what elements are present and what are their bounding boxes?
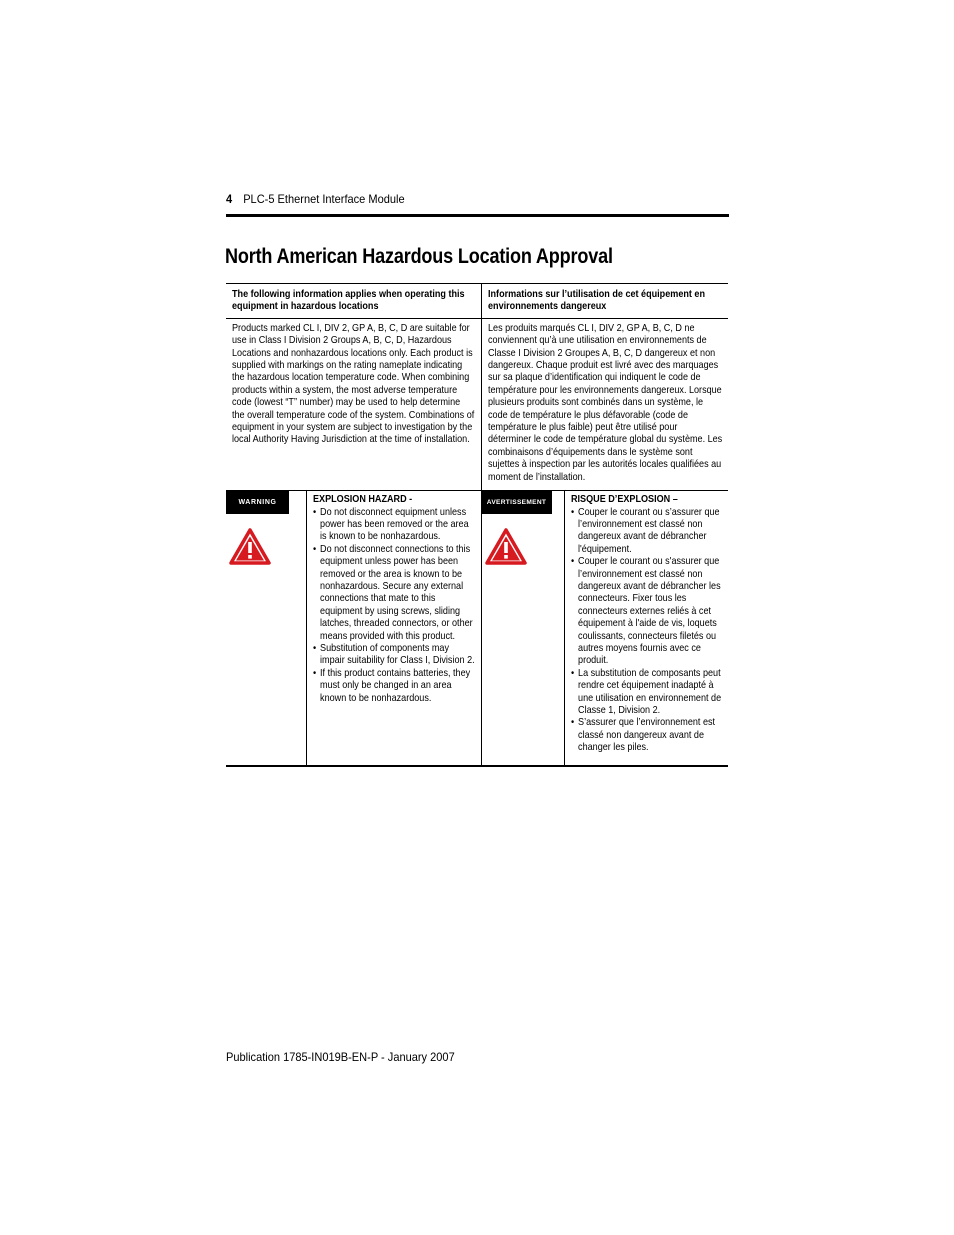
warning-triangle-icon bbox=[229, 528, 271, 565]
body-french: Les produits marqués CL I, DIV 2, GP A, B, C, D ne conviennent qu’à une utilisation en environnements de Classe I Division 2 Groupes A, B, C, D dangereux et non dangereux. Chaque produit est livré avec des marquages sur sa plaque d’identification qui indiquent le code de température pour les environnements dangereux. Lorsque plusieurs produits sont combinés dans un système, le code de température le plus défavorable (code de température le plus faible) peut être utilisé pour déterminer le code de température global du système. Les combinaisons d’équipements dans le système sont sujettes à inspection par les autorités locales qualifiées au moment de l’installation. bbox=[487, 322, 722, 483]
table-header-row bbox=[226, 284, 728, 319]
warning-list-english bbox=[313, 507, 475, 706]
running-title: PLC-5 Ethernet Interface Module bbox=[243, 192, 405, 206]
header-french: Informations sur l’utilisation de cet équipement en environnements dangereux bbox=[487, 289, 705, 313]
table-body-row bbox=[226, 318, 728, 490]
warning-triangle-icon bbox=[485, 528, 527, 565]
page-number: 4 bbox=[226, 192, 233, 206]
explosion-hazard-title: EXPLOSION HAZARD - bbox=[312, 494, 412, 506]
list-item: • Do not disconnect connections to this equipment unless power has been removed or the area is known to be nonhazardous. Secure any external connections that mate to this equipment by using screws, sliding latches, threaded connectors, or other means provided with this product. bbox=[313, 544, 475, 643]
warning-list-french bbox=[571, 507, 722, 755]
warning-badge-cell bbox=[226, 491, 306, 766]
list-item: • Substitution of components may impair suitability for Class I, Division 2. bbox=[313, 643, 475, 668]
list-item: • La substitution de composants peut rendre cet équipement inadapté à une utilisation en environnement de Classe 1, Division 2. bbox=[571, 668, 722, 718]
hazard-info-table bbox=[226, 283, 728, 767]
header-english: The following information applies when operating this equipment in hazardous locations bbox=[232, 289, 465, 313]
header-rule bbox=[226, 214, 729, 217]
section-title: North American Hazardous Location Approval bbox=[225, 245, 613, 268]
list-item: • S’assurer que l’environnement est classé non dangereux avant de changer les piles. bbox=[571, 717, 722, 754]
avertissement-badge-cell bbox=[481, 491, 564, 766]
risque-explosion-title: RISQUE D’EXPLOSION – bbox=[570, 494, 678, 506]
warning-row bbox=[226, 491, 728, 766]
warning-badge: WARNING bbox=[226, 491, 289, 514]
avertissement-badge: AVERTISSEMENT bbox=[482, 491, 552, 514]
body-english: Products marked CL I, DIV 2, GP A, B, C, D are suitable for use in Class I Division 2 Groups A, B, C, D, Hazardous Locations and nonhazardous locations only. Each product is supplied with markings on the rating nameplate indicating the hazardous location temperature code. When combining products within a system, the most adverse temperature code (lowest “T” number) may be used to help determine the overall temperature code of the system. Combinations of equipment in your system are subject to investigation by the local Authority Having Jurisdiction at the time of installation. bbox=[232, 322, 475, 446]
list-item: • If this product contains batteries, they must only be changed in an area known to be nonhazardous. bbox=[313, 668, 475, 705]
publication-footer: Publication 1785-IN019B-EN-P - January 2007 bbox=[226, 1050, 455, 1064]
list-item: • Couper le courant ou s'assurer que l’environnement est classé non dangereux avant de débrancher les connecteurs. Fixer tous les connecteurs externes reliés à cet équipement à l'aide de vis, loquets coulissants, connecteurs filetés ou autres moyens fournis avec ce produit. bbox=[571, 556, 722, 668]
page-header bbox=[226, 192, 689, 206]
list-item: • Do not disconnect equipment unless power has been removed or the area is known to be nonhazardous. bbox=[313, 507, 475, 544]
list-item: • Couper le courant ou s’assurer que l’environnement est classé non dangereux avant de débrancher l'équipement. bbox=[571, 507, 722, 557]
